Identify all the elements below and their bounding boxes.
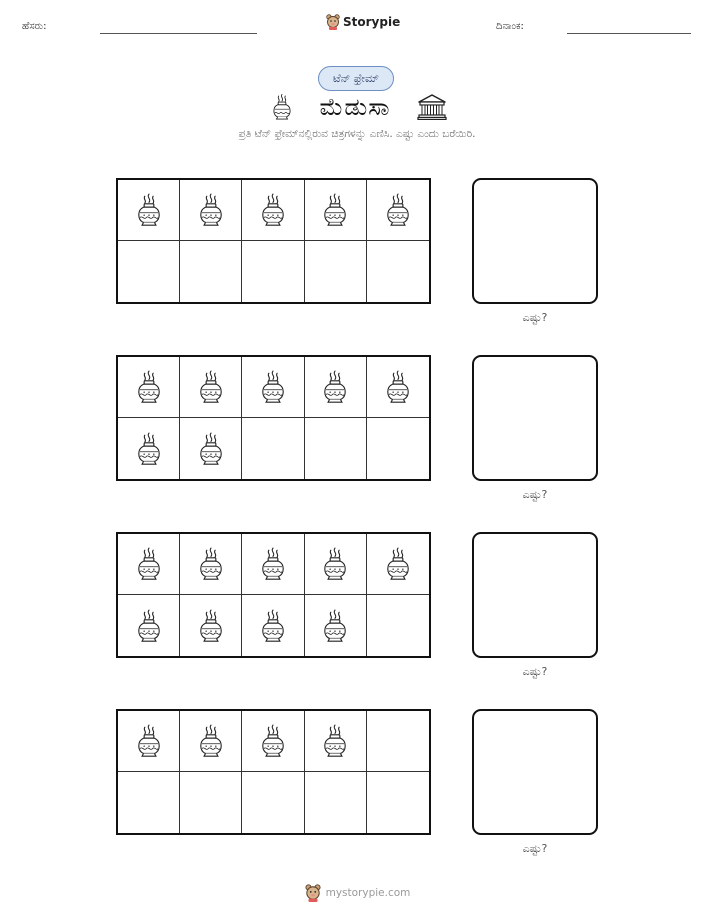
kalasha-pot-icon bbox=[197, 723, 225, 759]
ten-frame-cell bbox=[242, 772, 304, 833]
kalasha-pot-icon bbox=[384, 369, 412, 405]
footer bbox=[0, 884, 714, 902]
ten-frame-cell bbox=[242, 241, 304, 302]
kalasha-pot-icon bbox=[135, 723, 163, 759]
how-many-prompt: ಎಷ್ಟು? bbox=[522, 488, 548, 501]
name-label: ಹೆಸರು: bbox=[22, 21, 47, 32]
ten-frame-cell bbox=[367, 772, 429, 833]
ten-frame-cell bbox=[180, 418, 242, 479]
ten-frame bbox=[116, 709, 431, 835]
ten-frame-cell bbox=[367, 418, 429, 479]
ten-frame-cell bbox=[367, 180, 429, 241]
ten-frame-cell bbox=[305, 772, 367, 833]
ten-frame-cell bbox=[118, 772, 180, 833]
ten-frame-cell bbox=[367, 357, 429, 418]
kalasha-pot-icon bbox=[321, 723, 349, 759]
ten-frame-cell bbox=[180, 595, 242, 656]
kalasha-pot-icon bbox=[259, 192, 287, 228]
ten-frame-cell bbox=[180, 357, 242, 418]
kalasha-pot-icon bbox=[197, 546, 225, 582]
kalasha-pot-icon bbox=[197, 369, 225, 405]
kalasha-pot-icon bbox=[384, 546, 412, 582]
ten-frame-cell bbox=[180, 772, 242, 833]
kalasha-pot-icon bbox=[135, 608, 163, 644]
brand-name: Storypie bbox=[343, 15, 401, 29]
ten-frame-cell bbox=[305, 711, 367, 772]
ten-frame-cell bbox=[118, 595, 180, 656]
answer-box[interactable] bbox=[472, 355, 598, 481]
ten-frame-cell bbox=[305, 241, 367, 302]
worksheet-title bbox=[271, 90, 447, 124]
ten-frame-cell bbox=[305, 534, 367, 595]
kalasha-pot-icon bbox=[384, 192, 412, 228]
ten-frame-cell bbox=[305, 180, 367, 241]
footer-site: mystorypie.com bbox=[325, 887, 411, 899]
ten-frame-cell bbox=[367, 595, 429, 656]
date-label: ದಿನಾಂಕ: bbox=[496, 21, 524, 32]
kalasha-pot-icon bbox=[321, 546, 349, 582]
ten-frame bbox=[116, 532, 431, 658]
ten-frame-cell bbox=[180, 241, 242, 302]
kalasha-pot-icon bbox=[135, 546, 163, 582]
ten-frame-cell bbox=[118, 418, 180, 479]
instructions: ಪ್ರತಿ ಟೆನ್ ಫ್ರೇಮ್‌ನಲ್ಲಿರುವ ಚಿತ್ರಗಳನ್ನು ಎಣಿಸಿ. ಎಷ್ಟು ಎಂದು ಬರೆಯಿರಿ. bbox=[238, 128, 476, 140]
kalasha-pot-icon bbox=[259, 608, 287, 644]
kalasha-pot-icon bbox=[135, 192, 163, 228]
ten-frame bbox=[116, 178, 431, 304]
kalasha-pot-icon bbox=[321, 192, 349, 228]
ten-frame bbox=[116, 355, 431, 481]
ten-frame-cell bbox=[242, 534, 304, 595]
kalasha-pot-icon bbox=[135, 369, 163, 405]
ten-frame-cell bbox=[367, 241, 429, 302]
ten-frame-cell bbox=[242, 595, 304, 656]
ten-frame-cell bbox=[367, 534, 429, 595]
worksheet-type-badge bbox=[318, 66, 394, 91]
kalasha-pot-icon bbox=[321, 608, 349, 644]
ten-frame-cell bbox=[118, 711, 180, 772]
title-text: ಮೆಡುಸಾ bbox=[319, 93, 391, 121]
ten-frame-cell bbox=[305, 357, 367, 418]
kalasha-pot-icon bbox=[197, 608, 225, 644]
answer-box[interactable] bbox=[472, 178, 598, 304]
date-field[interactable] bbox=[567, 33, 691, 34]
ten-frame-cell bbox=[242, 418, 304, 479]
storypie-mascot-icon bbox=[326, 14, 340, 30]
ten-frame-cell bbox=[305, 595, 367, 656]
greek-temple-icon bbox=[417, 94, 447, 120]
ten-frame-cell bbox=[180, 180, 242, 241]
kalasha-pot-icon bbox=[271, 92, 293, 122]
answer-box[interactable] bbox=[472, 532, 598, 658]
ten-frame-cell bbox=[118, 241, 180, 302]
ten-frame-cell bbox=[118, 534, 180, 595]
kalasha-pot-icon bbox=[321, 369, 349, 405]
how-many-prompt: ಎಷ್ಟು? bbox=[522, 665, 548, 678]
kalasha-pot-icon bbox=[259, 546, 287, 582]
storypie-mascot-icon bbox=[304, 884, 322, 902]
answer-box[interactable] bbox=[472, 709, 598, 835]
ten-frame-cell bbox=[305, 418, 367, 479]
brand-logo bbox=[326, 12, 400, 32]
ten-frame-cell bbox=[242, 180, 304, 241]
ten-frame-cell bbox=[118, 357, 180, 418]
ten-frame-cell bbox=[242, 357, 304, 418]
ten-frame-cell bbox=[242, 711, 304, 772]
kalasha-pot-icon bbox=[259, 369, 287, 405]
ten-frame-cell bbox=[118, 180, 180, 241]
kalasha-pot-icon bbox=[259, 723, 287, 759]
badge-label: ಟೆನ್ ಫ್ರೇಮ್ bbox=[333, 71, 379, 85]
kalasha-pot-icon bbox=[197, 431, 225, 467]
ten-frame-cell bbox=[180, 534, 242, 595]
how-many-prompt: ಎಷ್ಟು? bbox=[522, 842, 548, 855]
ten-frame-cell bbox=[367, 711, 429, 772]
how-many-prompt: ಎಷ್ಟು? bbox=[522, 311, 548, 324]
kalasha-pot-icon bbox=[135, 431, 163, 467]
kalasha-pot-icon bbox=[197, 192, 225, 228]
name-field[interactable] bbox=[100, 33, 257, 34]
ten-frame-cell bbox=[180, 711, 242, 772]
